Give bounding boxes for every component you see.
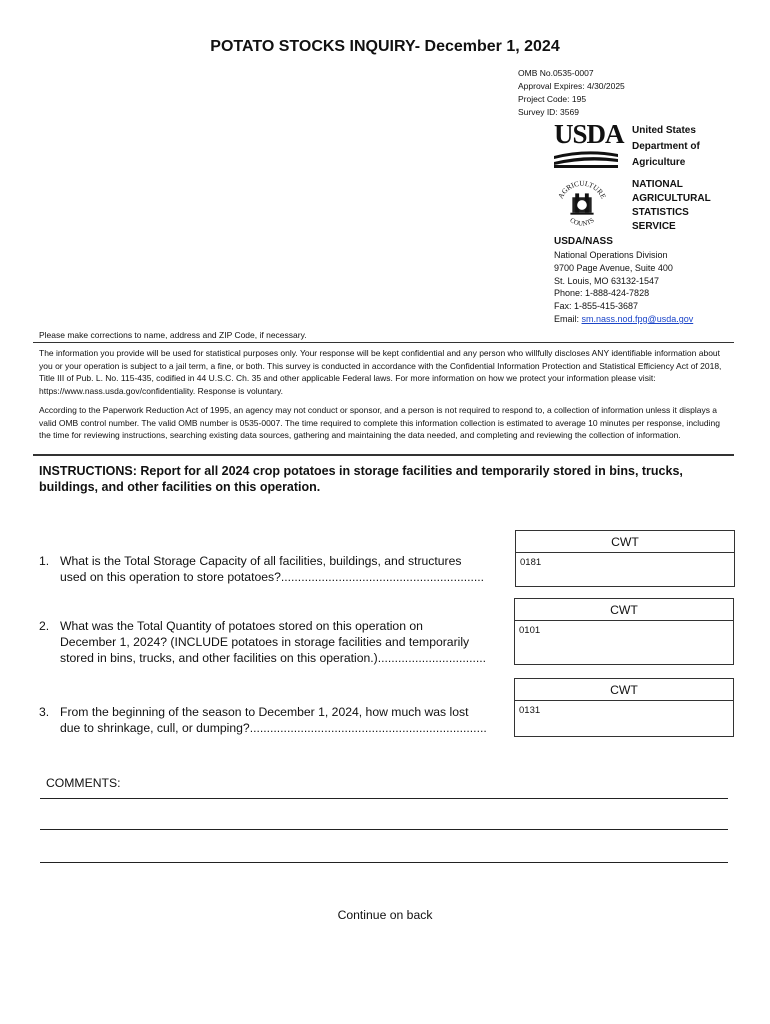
corrections-note: Please make corrections to name, address and ZIP Code, if necessary. — [39, 330, 307, 340]
item-code: 0181 — [520, 557, 542, 568]
comment-line[interactable] — [40, 862, 728, 863]
omb-info — [518, 67, 625, 119]
department-line: United States — [632, 125, 696, 136]
question-line: From the beginning of the season to December 1, 2024, how much was lost — [60, 705, 469, 719]
address-line: National Operations Division — [554, 250, 668, 260]
question-text — [60, 704, 509, 736]
omb-number: OMB No.0535-0007 — [518, 68, 594, 78]
instructions: INSTRUCTIONS: Report for all 2024 crop potatoes in storage facilities and temporarily stored in bins, trucks, buildings, and other facilities on this operation. — [39, 464, 683, 494]
divider — [33, 454, 734, 456]
agriculture-counts-seal — [553, 176, 611, 234]
question-text — [60, 553, 509, 585]
question-line: What was the Total Quantity of potatoes stored on this operation on — [60, 619, 423, 633]
usda-logo — [554, 119, 624, 169]
unit-label: CWT — [516, 531, 734, 553]
comment-line[interactable] — [40, 829, 728, 830]
address-line: St. Louis, MO 63132-1547 — [554, 275, 660, 286]
service-line: NATIONAL — [632, 179, 683, 190]
service-line: AGRICULTURAL — [632, 193, 711, 204]
department-name — [632, 123, 700, 171]
agency-address — [554, 249, 693, 326]
survey-id: Survey ID: 3569 — [518, 107, 579, 117]
answer-box-3[interactable] — [514, 678, 734, 737]
service-line: STATISTICS — [632, 207, 689, 218]
confidentiality-notice: The information you provide will be used for statistical purposes only. Your response will be kept confidential and any person who willfully discloses ANY identifiable information about you or your operation is subject to a jail term, a fine, or both. This survey is conducted in accordance with the Confidential Information Protection and Statistical Efficiency Act of 2018, Title III of Pub. L. No. 115-435, codified in 44 U.S.C. Ch. 35 and other applicable Federal laws. For more information on how we protect your information please visit: https://www.nass.usda.gov/confidentiality. Response is voluntary. — [39, 348, 722, 396]
question-line: What is the Total Storage Capacity of all facilities, buildings, and structures — [60, 554, 462, 568]
approval-expires: Approval Expires: 4/30/2025 — [518, 81, 625, 91]
page-title: POTATO STOCKS INQUIRY- December 1, 2024 — [210, 38, 560, 55]
question-text — [60, 618, 509, 666]
agency-service-name — [632, 178, 711, 234]
question-2 — [39, 618, 509, 666]
item-code: 0131 — [519, 705, 541, 716]
comments-label: COMMENTS: — [46, 776, 121, 790]
question-line: due to shrinkage, cull, or dumping?...................................................................... — [60, 721, 487, 735]
service-line: SERVICE — [632, 221, 676, 232]
department-line: Agriculture — [632, 157, 686, 168]
answer-box-1[interactable] — [515, 530, 735, 587]
email-line — [554, 313, 693, 326]
continue-on-back: Continue on back — [337, 908, 433, 922]
paperwork-reduction-notice: According to the Paperwork Reduction Act of 1995, an agency may not conduct or sponsor, and a person is not required to respond to, a collection of information unless it displays a valid OMB control number. The valid OMB number is 0535-0007. The time required to complete this information collection is estimated to average 10 minutes per response, including the time for reviewing instructions, searching existing data sources, gathering and maintaining the data needed, and completing and reviewing the collection of information. — [39, 405, 720, 441]
usda-nass-label: USDA/NASS — [554, 236, 613, 247]
question-line: stored in bins, trucks, and other facilities on this operation.)................................ — [60, 651, 487, 665]
seal-text-bottom: COUNTS — [568, 216, 596, 228]
seal-text-top: AGRICULTURE — [556, 179, 608, 201]
department-line: Department of — [632, 141, 700, 152]
question-3 — [39, 704, 509, 736]
unit-label: CWT — [515, 679, 733, 701]
fax-line: Fax: 1-855-415-3687 — [554, 301, 639, 312]
unit-label: CWT — [515, 599, 733, 621]
project-code: Project Code: 195 — [518, 94, 587, 104]
comment-line[interactable] — [40, 798, 728, 799]
item-code: 0101 — [519, 625, 541, 636]
question-line: used on this operation to store potatoes?............................................................ — [60, 570, 485, 584]
answer-box-2[interactable] — [514, 598, 734, 665]
usda-logo-text: USDA — [554, 119, 624, 149]
usda-logo-stripes — [554, 150, 618, 168]
question-number: 3. — [39, 705, 50, 719]
phone-line: Phone: 1-888-424-7828 — [554, 288, 650, 299]
question-line: December 1, 2024? (INCLUDE potatoes in storage facilities and temporarily — [60, 635, 470, 649]
email-link[interactable]: sm.nass.nod.fpg@usda.gov — [581, 313, 694, 324]
address-line: 9700 Page Avenue, Suite 400 — [554, 262, 673, 273]
divider — [33, 342, 734, 343]
question-number: 1. — [39, 554, 50, 568]
email-label: Email: — [554, 313, 582, 324]
question-number: 2. — [39, 619, 50, 633]
question-1 — [39, 553, 509, 585]
